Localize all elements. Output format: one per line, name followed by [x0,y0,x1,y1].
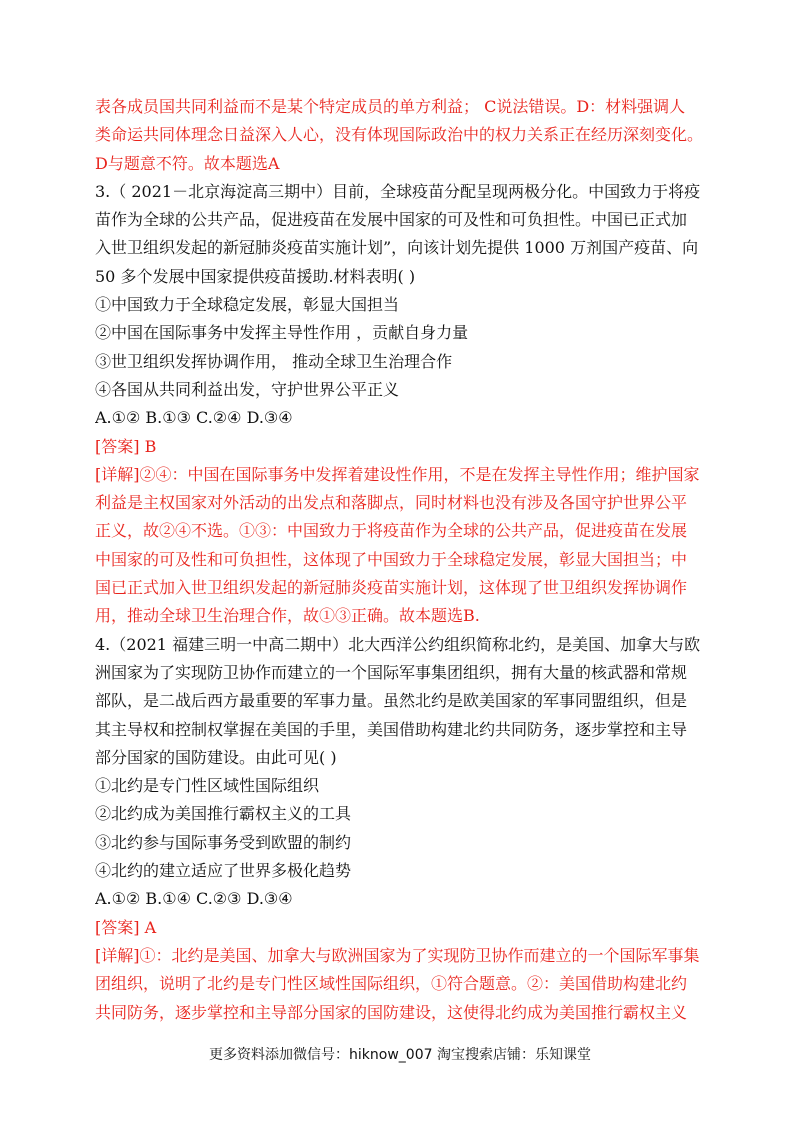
question-3-explanation: 国已正式加入世卫组织发起的新冠肺炎疫苗实施计划，这体现了世卫组织发挥协调作 [95,578,688,598]
question-4-option: ④北约的建立适应了世界多极化趋势 [95,861,352,881]
question-3-explanation: 中国家的可及性和可负担性，这体现了中国致力于全球稳定发展，彰显大国担当；中 [95,549,688,569]
question-3-option: ①中国致力于全球稳定发展，彰显大国担当 [95,295,400,315]
question-3-option: ②中国在国际事务中发挥主导性作用 ，贡献自身力量 [95,323,469,343]
explanation-line: 表各成员国共同利益而不是某个特定成员的单方利益； C说法错误。D：材料强调人 [95,97,686,116]
question-3-option: ③世卫组织发挥协调作用， 推动全球卫生治理合作 [95,351,453,371]
document-body [95,93,715,1027]
question-4-stem: 其主导权和控制权掌握在美国的手里，美国借助构建北约共同防务，逐步掌控和主导 [95,719,688,739]
question-3-stem: 3.（ 2021－北京海淀高三期中）目前，全球疫苗分配呈现两极分化。中国致力于将疫 [95,181,701,201]
question-4-option: ①北约是专门性区域性国际组织 [95,776,320,796]
question-3-explanation: 用，推动全球卫生治理合作，故①③正确。故本题选B. [95,606,480,626]
question-3-explanation: 正义，故②④不选。①③：中国致力于将疫苗作为全球的公共产品，促进疫苗在发展 [95,521,688,541]
question-4-option: ②北约成为美国推行霸权主义的工具 [95,804,352,824]
question-3-choices: A.①② B.①③ C.②④ D.③④ [95,408,293,428]
question-3-explanation: [详解]②④：中国在国际事务中发挥着建设性作用，不是在发挥主导性作用；维护国家 [95,464,700,484]
question-4-stem: 部分国家的国防建设。由此可见( ) [95,747,337,767]
question-4-explanation: [详解]①：北约是美国、加拿大与欧洲国家为了实现防卫协作而建立的一个国际军事集 [95,945,700,965]
question-3-stem: 50 多个发展中国家提供疫苗援助.材料表明( ) [95,266,416,286]
explanation-line: 类命运共同体理念日益深入人心，没有体现国际政治中的权力关系正在经历深刻变化。 [95,125,704,145]
question-3-stem: 入世卫组织发起的新冠肺炎疫苗实施计划”，向该计划先提供 1000 万剂国产疫苗、向 [95,238,699,258]
question-4-option: ③北约参与国际事务受到欧盟的制约 [95,832,352,852]
explanation-line: D与题意不符。故本题选A [95,153,280,173]
question-4-choices: A.①② B.①④ C.②③ D.③④ [95,889,293,909]
question-4-explanation: 团组织，说明了北约是专门性区域性国际组织，①符合题意。②：美国借助构建北约 [95,974,688,994]
question-4-stem: 部队，是二战后西方最重要的军事力量。虽然北约是欧美国家的军事同盟组织，但是 [95,691,688,711]
question-4-stem: 4.（2021 福建三明一中高二期中）北大西洋公约组织简称北约，是美国、加拿大与欧 [95,634,701,654]
question-4-answer: [答案] A [95,917,157,937]
question-4-explanation: 共同防务，逐步掌控和主导部分国家的国防建设，这使得北约成为美国推行霸权主义 [95,1002,688,1022]
page-footer: 更多资料添加微信号：hiknow_007 淘宝搜索店铺：乐知课堂 [209,1047,591,1063]
question-3-answer: [答案] B [95,436,157,456]
question-3-option: ④各国从共同利益出发，守护世界公平正义 [95,379,400,399]
question-4-stem: 洲国家为了实现防卫协作而建立的一个国际军事集团组织，拥有大量的核武器和常规 [95,662,688,682]
question-3-stem: 苗作为全球的公共产品，促进疫苗在发展中国家的可及性和可负担性。中国已正式加 [95,210,688,230]
question-3-explanation: 利益是主权国家对外活动的出发点和落脚点，同时材料也没有涉及各国守护世界公平 [95,493,688,513]
